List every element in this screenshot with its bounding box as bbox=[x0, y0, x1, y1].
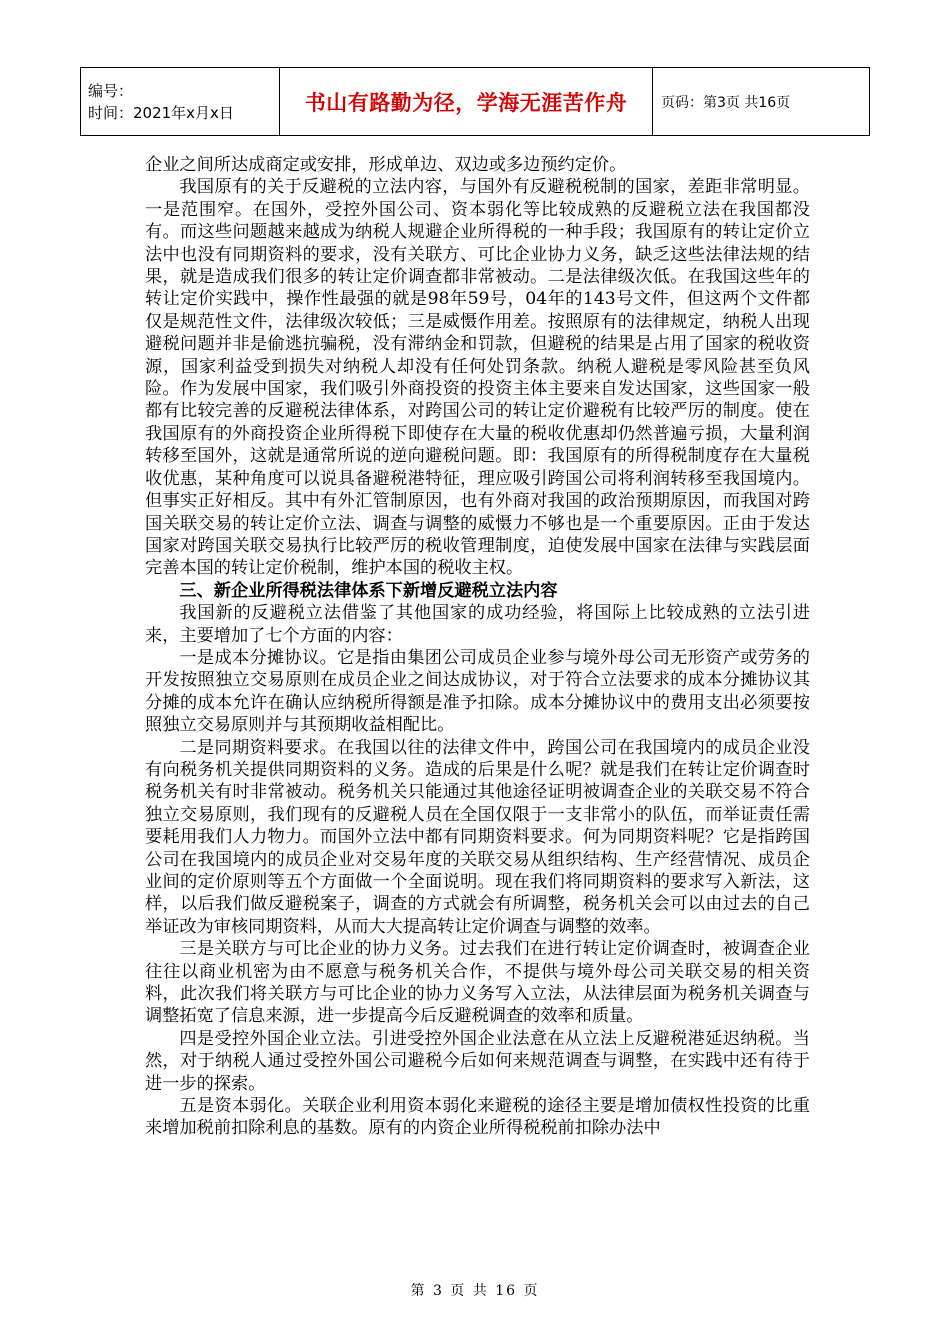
page-footer: 第 3 页 共 16 页 bbox=[410, 1283, 540, 1299]
paragraph: 三是关联方与可比企业的协力义务。过去我们在进行转让定价调查时，被调查企业往往以商业机密为由不愿意与税务机关合作，不提供与境外母公司关联交易的相关资料，此次我们将关联方与可比企业的协力义务写入立法，从法律层面为税务机关调查与调整拓宽了信息来源，进一步提高今后反避税调查的效率和质量。 bbox=[145, 939, 810, 1027]
paragraph: 二是同期资料要求。在我国以往的法律文件中，跨国公司在我国境内的成员企业没有向税务机关提供同期资料的义务。造成的后果是什么呢？就是我们在转让定价调查时税务机关有时非常被动。税务机关只能通过其他途径证明被调查企业的关联交易不符合独立交易原则，我们现有的反避税人员在全国仅限于一支非常小的队伍，而举证责任需要耗用我们人力物力。而国外立法中都有同期资料要求。何为同期资料呢？它是指跨国公司在我国境内的成员企业对交易年度的关联交易从组织结构、生产经营情况、成员企业间的定价原则等五个方面做一个全面说明。现在我们将同期资料的要求写入新法，这样，以后我们做反避税案子，调查的方式就会有所调整，税务机关会可以由过去的自己举证改为审核同期资料，从而大大提高转让定价调查与调整的效率。 bbox=[145, 737, 810, 937]
paragraph: 我国新的反避税立法借鉴了其他国家的成功经验，将国际上比较成熟的立法引进来，主要增加了七个方面的内容： bbox=[145, 603, 810, 646]
paragraph: 我国原有的关于反避税的立法内容，与国外有反避税税制的国家，差距非常明显。一是范围窄。在国外，受控外国公司、资本弱化等比较成熟的反避税立法在我国都没有。而这些问题越来越成为纳税人规避企业所得税的一种手段；我国原有的转让定价立法中也没有同期资料的要求，没有关联方、可比企业协力义务，缺乏这些法律法规的结果，就是造成我们很多的转让定价调查都非常被动。二是法律级次低。在我国这些年的转让定价实践中，操作性最强的就是98年59号，04年的143号文件，但这两个文件都仅是规范性文件，法律级次较低；三是威慑作用差。按照原有的法律规定，纳税人出现避税问题并非是偷逃抗骗税，没有滞纳金和罚款，但避税的结果是占用了国家的税收资源，国家利益受到损失对纳税人却没有任何处罚条款。纳税人避税是零风险甚至负风险。作为发展中国家，我们吸引外商投资的投资主体主要来自发达国家，这些国家一般都有比较完善的反避税法律体系，对跨国公司的转让定价避税有比较严厉的制度。使在我国原有的外商投资企业所得税下即使存在大量的税收优惠却仍然普遍亏损，大量利润转移至国外，这就是通常所说的逆向避税问题。即：我国原有的所得税制度存在大量税收优惠，某种角度可以说具备避税港特征，理应吸引跨国公司将利润转移至我国境内。但事实正好相反。其中有外汇管制原因，也有外商对我国的政治预期原因，而我国对跨国关联交易的转让定价立法、调查与调整的威慑力不够也是一个重要原因。正由于发达国家对跨国关联交易执行比较严厉的税收管理制度，迫使发展中国家在法律与实践层面完善本国的转让定价税制，维护本国的税收主权。 bbox=[145, 177, 810, 579]
paragraph: 企业之间所达成商定或安排，形成单边、双边或多边预约定价。 bbox=[145, 155, 627, 175]
document-header bbox=[80, 67, 870, 136]
header-motto: 书山有路勤为径，学海无涯苦作舟 bbox=[280, 68, 653, 136]
paragraph: 四是受控外国企业立法。引进受控外国企业法意在从立法上反避税港延迟纳税。当然，对于纳税人通过受控外国公司避税今后如何来规范调查与调整，在实践中还有待于进一步的探索。 bbox=[145, 1028, 810, 1094]
header-meta-cell bbox=[81, 68, 280, 136]
section-heading: 三、新企业所得税法律体系下新增反避税立法内容 bbox=[179, 580, 558, 601]
time-label: 时间：2021年x月x日 bbox=[88, 103, 234, 122]
paragraph: 五是资本弱化。关联企业利用资本弱化来避税的途径主要是增加债权性投资的比重来增加税前扣除利息的基数。原有的内资企业所得税税前扣除办法中 bbox=[145, 1096, 810, 1139]
header-page-info: 页码：第3页 共16页 bbox=[653, 68, 870, 136]
paragraph: 一是成本分摊协议。它是指由集团公司成员企业参与境外母公司无形资产或劳务的开发按照独立交易原则在成员企业之间达成协议，对于符合立法要求的成本分摊协议其分摊的成本允许在确认应纳税所得额是准予扣除。成本分摊协议中的费用支出必须要按照独立交易原则并与其预期收益相配比。 bbox=[145, 647, 810, 736]
number-label: 编号： bbox=[88, 81, 134, 100]
document-body bbox=[145, 154, 810, 1140]
